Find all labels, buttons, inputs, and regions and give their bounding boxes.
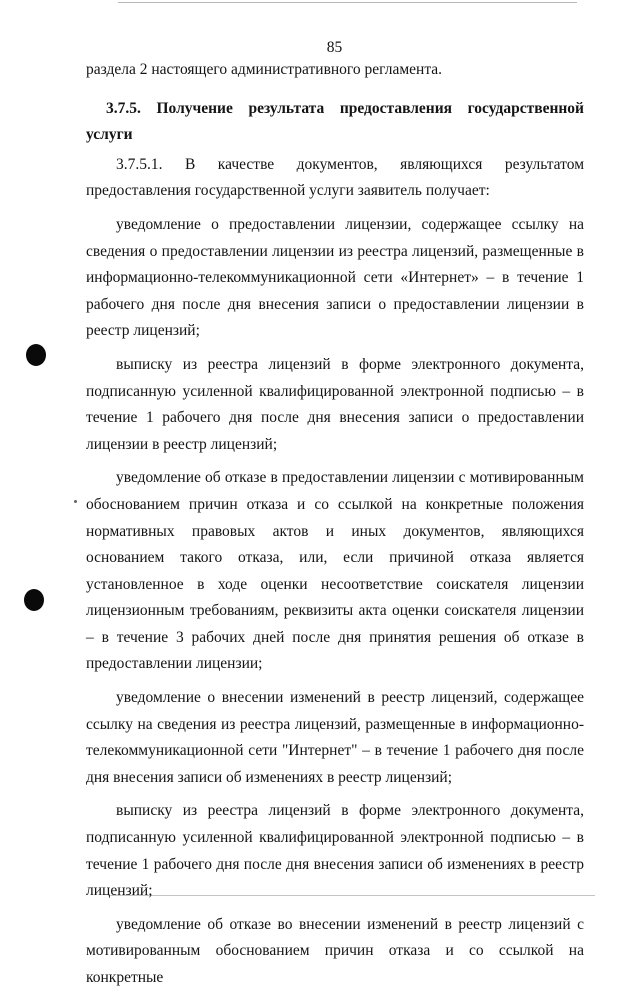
page-number: 85 — [326, 39, 343, 56]
list-item: уведомление о внесении изменений в реестр лицензий, содержащее ссылку на сведения из реестра лицензий, размещенные в информационно-телекоммуникационной сети "Интернет" – в течение 1 рабочего дня после дня внесения записи об изменениях в реестр лицензий; — [86, 689, 584, 786]
list-item: выписку из реестра лицензий в форме электронного документа, подписанную усиленной квалифицированной электронной подписью – в течение 1 рабочего дня после дня внесения записи об изменениях в реестр лицензий; — [86, 802, 584, 900]
carryover-paragraph: раздела 2 настоящего административного регламента. — [86, 61, 443, 78]
subsection-intro: 3.7.5.1. В качестве документов, являющихся результатом предоставления государственной услуги заявитель получает: — [86, 155, 584, 200]
list-item: уведомление об отказе в предоставлении лицензии с мотивированным обоснованием причин отказа и со ссылкой на конкретные положения нормативных правовых актов и иных документов, являющихся основанием такого отказа, или, если причиной отказа является установленное в ходе оценки несоответствие соискателя лицензии лицензионным требованиям, реквизиты акта оценки соискателя лицензии – в течение 3 рабочих дней после дня принятия решения об отказе в предоставлении лицензии; — [86, 469, 584, 673]
punch-hole-mark — [24, 589, 44, 611]
scan-speck — [74, 500, 77, 503]
document-body — [86, 57, 584, 992]
punch-hole-mark — [26, 344, 46, 366]
list-item: уведомление о предоставлении лицензии, содержащее ссылку на сведения о предоставлении лицензии из реестра лицензий, размещенные в информационно-телекоммуникационной сети «Интернет» – в течение 1 рабочего дня после дня внесения записи о предоставлении лицензии в реестр лицензий; — [86, 215, 584, 340]
section-heading: 3.7.5. Получение результата предоставления государственной услуги — [86, 99, 584, 144]
list-item: уведомление об отказе во внесении изменений в реестр лицензий с мотивированным обоснованием причин отказа и со ссылкой на конкретные — [86, 915, 584, 986]
list-item: выписку из реестра лицензий в форме электронного документа, подписанную усиленной квалифицированной электронной подписью – в течение 1 рабочего дня после дня внесения записи о предоставлении лицензии в реестр лицензий; — [86, 355, 584, 453]
scan-edge-top — [118, 2, 577, 3]
